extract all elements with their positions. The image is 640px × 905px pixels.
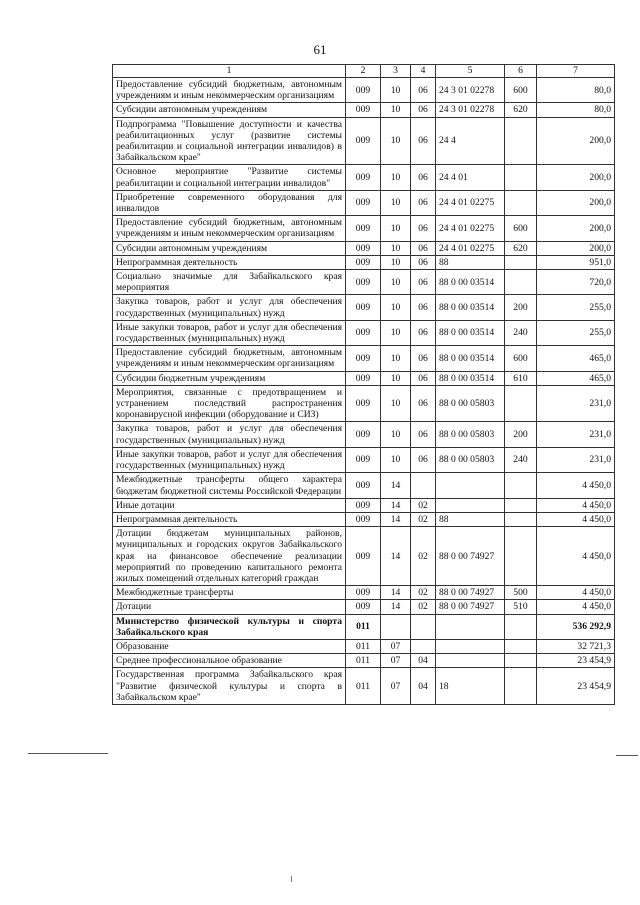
scan-mark-bottom <box>291 876 292 882</box>
table-row <box>113 668 615 705</box>
col-header: 7 <box>537 65 615 78</box>
row-name: Основное мероприятие "Развитие системы реабилитации и социальной интеграции инвалидов" <box>113 165 346 190</box>
row-name: Приобретение современного оборудования для инвалидов <box>113 190 346 215</box>
section-code: 14 <box>381 512 411 526</box>
amount: 4 450,0 <box>537 586 615 600</box>
amount: 231,0 <box>537 422 615 447</box>
section-code: 07 <box>381 639 411 653</box>
table-row <box>113 422 615 447</box>
ministry-code: 009 <box>346 320 381 345</box>
row-name: Мероприятия, связанные с предотвращением и устранением последствий распространения коронавирусной инфекции (оборудование и СИЗ) <box>113 385 346 422</box>
amount: 4 450,0 <box>537 527 615 586</box>
amount: 4 450,0 <box>537 473 615 498</box>
row-name: Иные закупки товаров, работ и услуг для обеспечения государственных (муниципальных) нужд <box>113 447 346 472</box>
section-code: 14 <box>381 498 411 512</box>
section-code: 14 <box>381 586 411 600</box>
target-article: 88 0 00 03514 <box>436 371 505 385</box>
row-name: Субсидии автономным учреждениям <box>113 103 346 117</box>
section-code: 10 <box>381 447 411 472</box>
row-name: Министерство физической культуры и спорта Забайкальского края <box>113 614 346 639</box>
expense-type <box>505 498 537 512</box>
ministry-code: 009 <box>346 117 381 165</box>
ministry-code: 009 <box>346 255 381 269</box>
target-article: 88 0 00 03514 <box>436 346 505 371</box>
amount: 80,0 <box>537 103 615 117</box>
ministry-code: 009 <box>346 295 381 320</box>
target-article <box>436 654 505 668</box>
table-row <box>113 216 615 241</box>
table-header-row <box>113 65 615 78</box>
ministry-code: 009 <box>346 447 381 472</box>
amount: 951,0 <box>537 255 615 269</box>
target-article: 88 0 00 74927 <box>436 600 505 614</box>
table-row <box>113 527 615 586</box>
expense-type: 610 <box>505 371 537 385</box>
ministry-code: 009 <box>346 473 381 498</box>
target-article: 18 <box>436 668 505 705</box>
row-name: Дотации бюджетам муниципальных районов, муниципальных и городских округов Забайкальского края на финансовое обеспечение реализации мероприятий по проведению капитального ремонта жилых помещений отдельных категорий граждан <box>113 527 346 586</box>
subsection-code: 06 <box>411 241 436 255</box>
table-row <box>113 654 615 668</box>
expense-type: 240 <box>505 447 537 472</box>
target-article: 88 0 00 74927 <box>436 586 505 600</box>
ministry-code: 009 <box>346 78 381 103</box>
subsection-code: 06 <box>411 385 436 422</box>
expense-type <box>505 190 537 215</box>
ministry-code: 009 <box>346 241 381 255</box>
page-number: 61 <box>313 42 327 57</box>
target-article: 24 3 01 02278 <box>436 103 505 117</box>
expense-type <box>505 270 537 295</box>
table-row <box>113 117 615 165</box>
table-row <box>113 447 615 472</box>
table-row <box>113 600 615 614</box>
table-row <box>113 320 615 345</box>
target-article <box>436 473 505 498</box>
row-name: Межбюджетные трансферты общего характера бюджетам бюджетной системы Российской Федерации <box>113 473 346 498</box>
col-header: 4 <box>411 65 436 78</box>
expense-type: 600 <box>505 78 537 103</box>
ministry-code: 009 <box>346 527 381 586</box>
section-code: 14 <box>381 600 411 614</box>
subsection-code: 06 <box>411 371 436 385</box>
section-code: 10 <box>381 320 411 345</box>
section-code <box>381 614 411 639</box>
subsection-code: 06 <box>411 295 436 320</box>
subsection-code: 06 <box>411 270 436 295</box>
row-name: Субсидии автономным учреждениям <box>113 241 346 255</box>
amount: 4 450,0 <box>537 600 615 614</box>
section-code: 10 <box>381 295 411 320</box>
subsection-code: 02 <box>411 586 436 600</box>
section-code: 10 <box>381 103 411 117</box>
table-row <box>113 103 615 117</box>
ministry-code: 009 <box>346 586 381 600</box>
target-article: 88 <box>436 512 505 526</box>
expense-type <box>505 668 537 705</box>
ministry-code: 009 <box>346 165 381 190</box>
ministry-code: 009 <box>346 103 381 117</box>
amount: 231,0 <box>537 385 615 422</box>
amount: 720,0 <box>537 270 615 295</box>
expense-type: 200 <box>505 422 537 447</box>
table-row <box>113 270 615 295</box>
target-article: 88 0 00 74927 <box>436 527 505 586</box>
ministry-code: 009 <box>346 498 381 512</box>
table-row <box>113 639 615 653</box>
amount: 255,0 <box>537 295 615 320</box>
expense-type <box>505 165 537 190</box>
table-row <box>113 241 615 255</box>
section-code: 10 <box>381 371 411 385</box>
subsection-code: 06 <box>411 346 436 371</box>
subsection-code: 06 <box>411 78 436 103</box>
table-row <box>113 473 615 498</box>
ministry-code: 009 <box>346 190 381 215</box>
section-code: 10 <box>381 216 411 241</box>
expense-type <box>505 473 537 498</box>
table-row <box>113 498 615 512</box>
target-article: 24 3 01 02278 <box>436 78 505 103</box>
expense-type: 620 <box>505 241 537 255</box>
target-article <box>436 614 505 639</box>
target-article: 88 0 00 05803 <box>436 422 505 447</box>
amount: 255,0 <box>537 320 615 345</box>
expense-type: 600 <box>505 346 537 371</box>
target-article <box>436 498 505 512</box>
section-code: 07 <box>381 668 411 705</box>
table-row <box>113 295 615 320</box>
subsection-code: 06 <box>411 103 436 117</box>
target-article: 24 4 <box>436 117 505 165</box>
table-row <box>113 614 615 639</box>
subsection-code <box>411 639 436 653</box>
subsection-code: 04 <box>411 668 436 705</box>
table-row <box>113 78 615 103</box>
subsection-code <box>411 614 436 639</box>
col-header: 5 <box>436 65 505 78</box>
table-row <box>113 190 615 215</box>
amount: 4 450,0 <box>537 512 615 526</box>
row-name: Социально значимые для Забайкальского края мероприятия <box>113 270 346 295</box>
ministry-code: 009 <box>346 216 381 241</box>
col-header: 3 <box>381 65 411 78</box>
expense-type <box>505 614 537 639</box>
row-name: Иные дотации <box>113 498 346 512</box>
section-code: 10 <box>381 241 411 255</box>
amount: 465,0 <box>537 371 615 385</box>
target-article: 88 0 00 05803 <box>436 385 505 422</box>
ministry-code: 009 <box>346 600 381 614</box>
ministry-code: 009 <box>346 346 381 371</box>
amount: 23 454,9 <box>537 668 615 705</box>
target-article <box>436 639 505 653</box>
table-row <box>113 255 615 269</box>
row-name: Субсидии бюджетным учреждениям <box>113 371 346 385</box>
subsection-code: 02 <box>411 498 436 512</box>
ministry-code: 011 <box>346 614 381 639</box>
amount: 200,0 <box>537 241 615 255</box>
table-row <box>113 346 615 371</box>
ministry-code: 011 <box>346 639 381 653</box>
section-code: 10 <box>381 78 411 103</box>
table-row <box>113 512 615 526</box>
expense-type <box>505 385 537 422</box>
amount: 200,0 <box>537 216 615 241</box>
ministry-code: 009 <box>346 270 381 295</box>
section-code: 07 <box>381 654 411 668</box>
subsection-code: 06 <box>411 422 436 447</box>
expense-type <box>505 117 537 165</box>
amount: 200,0 <box>537 165 615 190</box>
section-code: 10 <box>381 385 411 422</box>
col-header: 2 <box>346 65 381 78</box>
expense-type: 600 <box>505 216 537 241</box>
section-code: 10 <box>381 165 411 190</box>
row-name: Предоставление субсидий бюджетным, автономным учреждениям и иным некоммерческим организациям <box>113 216 346 241</box>
section-code: 10 <box>381 117 411 165</box>
row-name: Межбюджетные трансферты <box>113 586 346 600</box>
scan-line-left <box>28 753 108 754</box>
row-name: Подпрограмма "Повышение доступности и качества реабилитационных услуг (развитие системы реабилитации и социальной интеграции инвалидов) в Забайкальском крае" <box>113 117 346 165</box>
section-code: 10 <box>381 255 411 269</box>
row-name: Государственная программа Забайкальского края "Развитие физической культуры и спорта в Забайкальском крае" <box>113 668 346 705</box>
subsection-code <box>411 473 436 498</box>
amount: 231,0 <box>537 447 615 472</box>
row-name: Среднее профессиональное образование <box>113 654 346 668</box>
expense-type <box>505 639 537 653</box>
subsection-code: 04 <box>411 654 436 668</box>
col-header: 1 <box>113 65 346 78</box>
target-article: 88 0 00 03514 <box>436 295 505 320</box>
row-name: Закупка товаров, работ и услуг для обеспечения государственных (муниципальных) нужд <box>113 422 346 447</box>
amount: 23 454,9 <box>537 654 615 668</box>
section-code: 14 <box>381 527 411 586</box>
expense-type <box>505 512 537 526</box>
amount: 80,0 <box>537 78 615 103</box>
amount: 200,0 <box>537 190 615 215</box>
row-name: Дотации <box>113 600 346 614</box>
amount: 465,0 <box>537 346 615 371</box>
section-code: 10 <box>381 190 411 215</box>
table-row <box>113 165 615 190</box>
subsection-code: 06 <box>411 255 436 269</box>
section-code: 10 <box>381 270 411 295</box>
ministry-code: 009 <box>346 512 381 526</box>
expense-type: 240 <box>505 320 537 345</box>
expense-type <box>505 255 537 269</box>
expense-type: 510 <box>505 600 537 614</box>
ministry-code: 009 <box>346 422 381 447</box>
table-row <box>113 371 615 385</box>
expense-type: 200 <box>505 295 537 320</box>
expense-type: 620 <box>505 103 537 117</box>
subsection-code: 06 <box>411 216 436 241</box>
budget-table <box>112 64 615 705</box>
row-name: Закупка товаров, работ и услуг для обеспечения государственных (муниципальных) нужд <box>113 295 346 320</box>
ministry-code: 011 <box>346 668 381 705</box>
subsection-code: 06 <box>411 117 436 165</box>
section-code: 14 <box>381 473 411 498</box>
target-article: 24 4 01 <box>436 165 505 190</box>
subsection-code: 02 <box>411 600 436 614</box>
subsection-code: 02 <box>411 527 436 586</box>
expense-type <box>505 654 537 668</box>
row-name: Предоставление субсидий бюджетным, автономным учреждениям и иным некоммерческим организациям <box>113 346 346 371</box>
target-article: 24 4 01 02275 <box>436 190 505 215</box>
target-article: 88 0 00 03514 <box>436 270 505 295</box>
subsection-code: 06 <box>411 320 436 345</box>
row-name: Непрограммная деятельность <box>113 512 346 526</box>
target-article: 24 4 01 02275 <box>436 216 505 241</box>
expense-type <box>505 527 537 586</box>
amount: 32 721,3 <box>537 639 615 653</box>
expense-type: 500 <box>505 586 537 600</box>
section-code: 10 <box>381 346 411 371</box>
row-name: Образование <box>113 639 346 653</box>
row-name: Предоставление субсидий бюджетным, автономным учреждениям и иным некоммерческим организациям <box>113 78 346 103</box>
target-article: 88 <box>436 255 505 269</box>
section-code: 10 <box>381 422 411 447</box>
table-row <box>113 385 615 422</box>
row-name: Непрограммная деятельность <box>113 255 346 269</box>
target-article: 88 0 00 03514 <box>436 320 505 345</box>
subsection-code: 06 <box>411 190 436 215</box>
amount: 4 450,0 <box>537 498 615 512</box>
subsection-code: 06 <box>411 447 436 472</box>
row-name: Иные закупки товаров, работ и услуг для обеспечения государственных (муниципальных) нужд <box>113 320 346 345</box>
ministry-code: 009 <box>346 385 381 422</box>
ministry-code: 009 <box>346 371 381 385</box>
ministry-code: 011 <box>346 654 381 668</box>
col-header: 6 <box>505 65 537 78</box>
target-article: 24 4 01 02275 <box>436 241 505 255</box>
subsection-code: 06 <box>411 165 436 190</box>
amount: 200,0 <box>537 117 615 165</box>
amount: 536 292,9 <box>537 614 615 639</box>
table-row <box>113 586 615 600</box>
subsection-code: 02 <box>411 512 436 526</box>
target-article: 88 0 00 05803 <box>436 447 505 472</box>
scan-line-right <box>616 755 638 756</box>
